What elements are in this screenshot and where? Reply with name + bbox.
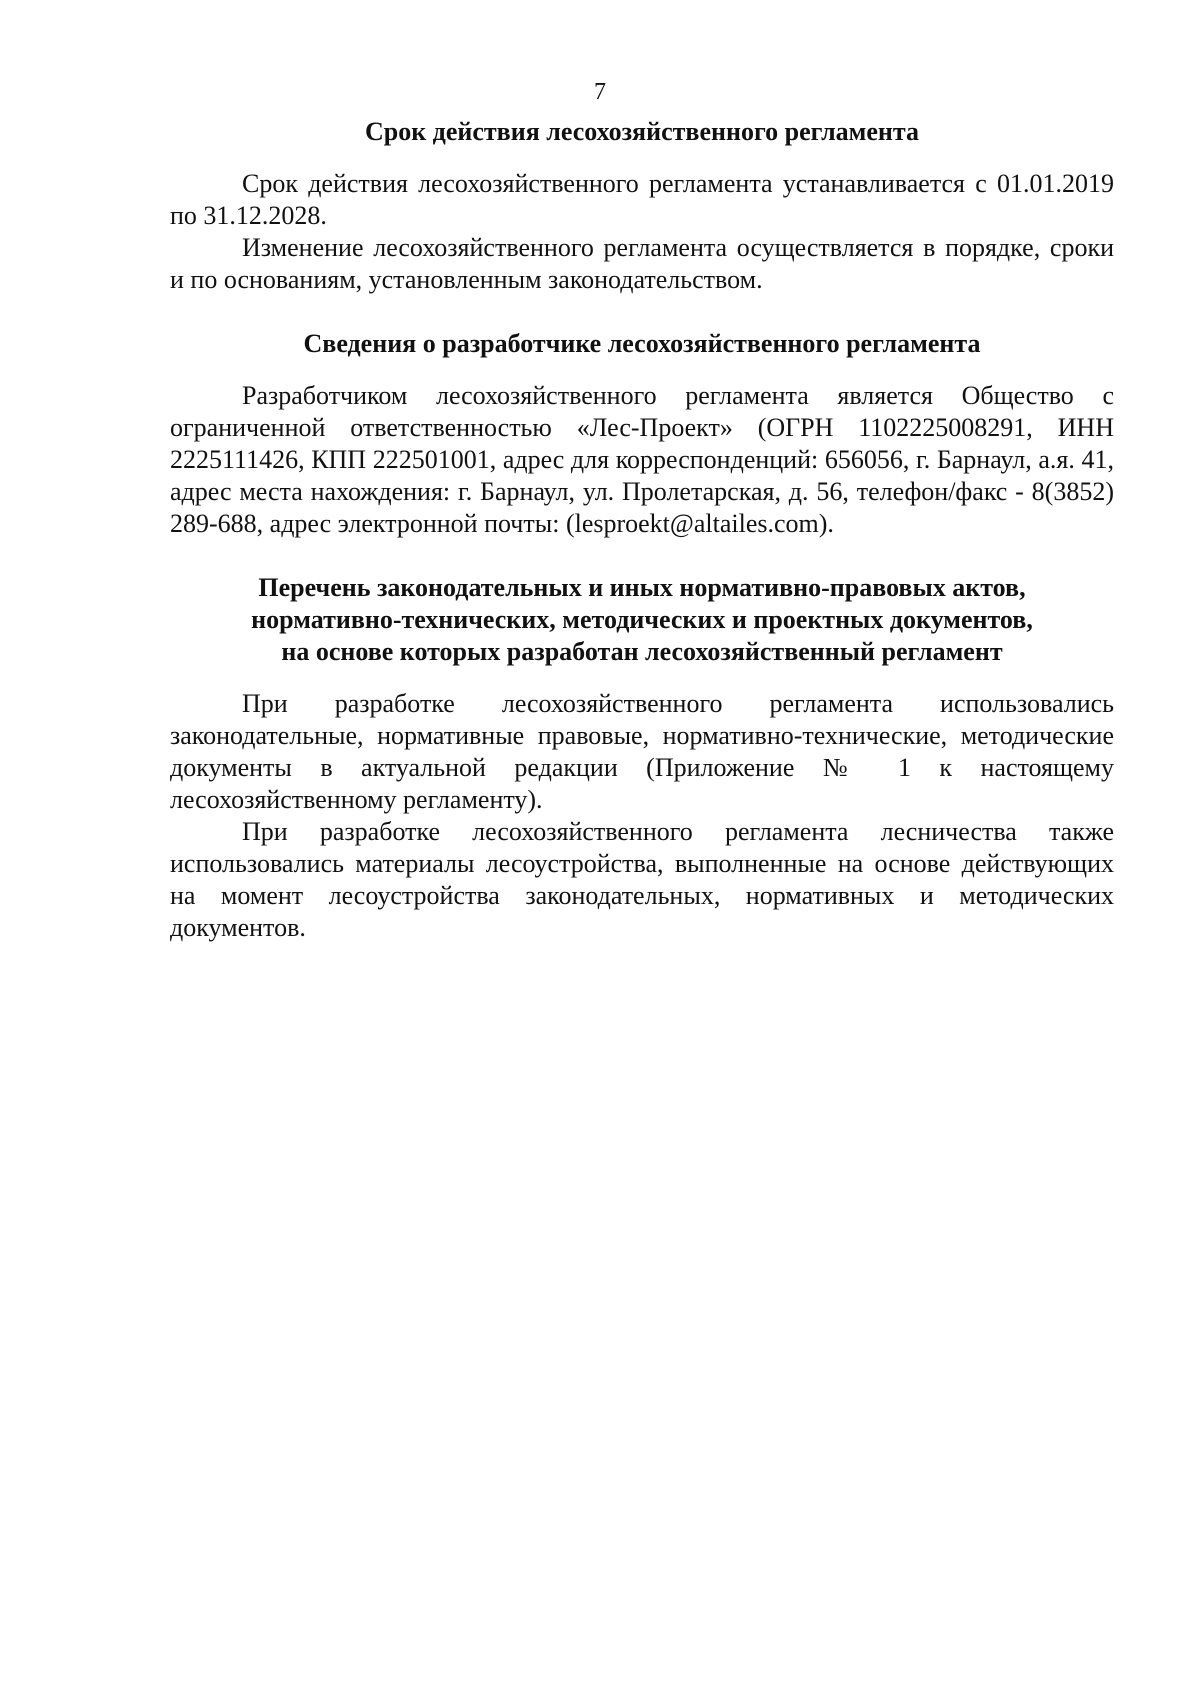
heading-line-1: Перечень законодательных и иных нормативно-правовых актов, <box>258 573 1026 602</box>
heading-line-2: нормативно-технических, методических и проектных документов, <box>251 605 1033 634</box>
section-validity-period <box>170 116 1114 296</box>
section-heading-legal-acts <box>170 572 1114 668</box>
paragraph-developer-details: Разработчиком лесохозяйственного регламента является Общество с ограниченной ответственностью «Лес-Проект» (ОГРН 1102225008291, ИНН 2225111426, КПП 222501001, адрес для корреспонденций: 656056, г. Барнаул, а.я. 41, адрес места нахождения: г. Барнаул, ул. Пролетарская, д. 56, телефон/факс - 8(3852) 289-688, адрес электронной почты: (lesproekt@altailes.com). <box>170 381 1114 538</box>
paragraph-forest-inventory-materials: При разработке лесохозяйственного регламента лесничества также использовались материалы лесоустройства, выполненные на основе действующих на момент лесоустройства законодательных, нормативных и методических документов. <box>170 817 1114 942</box>
paragraph-validity-dates: Срок действия лесохозяйственного регламента устанавливается с 01.01.2019 по 31.12.2028. <box>170 169 1114 230</box>
section-developer-info <box>170 328 1114 540</box>
section-heading-developer: Сведения о разработчике лесохозяйственного регламента <box>303 329 981 358</box>
paragraph-legal-documents-used: При разработке лесохозяйственного регламента использовались законодательные, нормативные правовые, нормативно-технические, методические документы в актуальной редакции (Приложение № 1 к настоящему лесохозяйственному регламенту). <box>170 689 1114 814</box>
page-number: 7 <box>594 79 606 105</box>
section-legal-acts-list <box>170 572 1114 944</box>
heading-line-3: на основе которых разработан лесохозяйственный регламент <box>281 637 1003 666</box>
paragraph-validity-changes: Изменение лесохозяйственного регламента осуществляется в порядке, сроки и по основаниям, установленным законодательством. <box>170 233 1114 294</box>
document-body <box>170 116 1114 944</box>
section-heading-validity: Срок действия лесохозяйственного регламента <box>364 117 920 146</box>
